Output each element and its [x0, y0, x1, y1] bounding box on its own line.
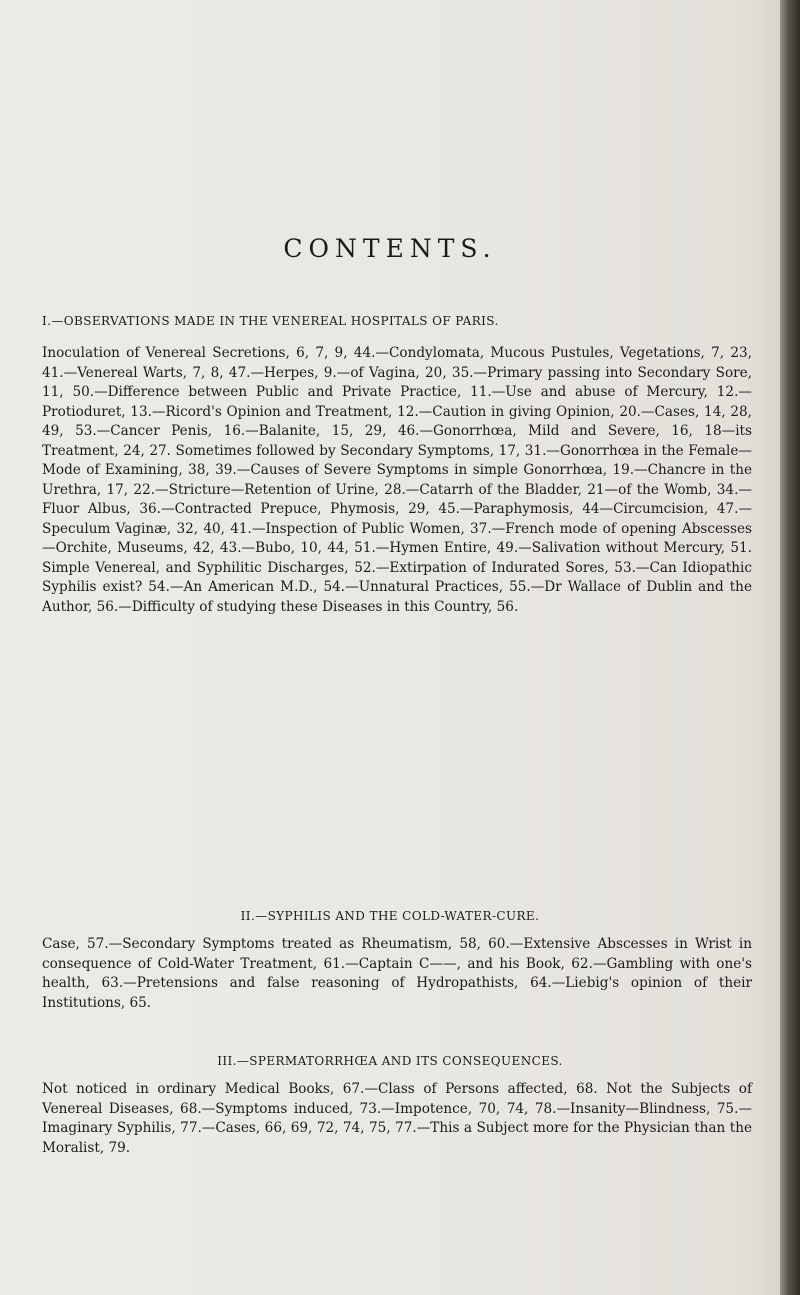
page-title: CONTENTS. [283, 234, 497, 263]
book-binding-edge [780, 0, 800, 1295]
section-2-heading: II.—SYPHILIS AND THE COLD-WATER-CURE. [240, 909, 540, 923]
section-2-body: Case, 57.—Secondary Symptoms treated as Rheumatism, 58, 60.—Extensive Abscesses in Wrist in consequence of Cold-Water Treatment, 61.—Captain C——, and his Book, 62.—Gambling with one's health, 63.—Pretensions and false reasoning of Hydropathists, 64.—Liebig's opinion of their Institutions, 65. [42, 936, 752, 1011]
section-3-heading: III.—SPERMATORRHŒA AND ITS CONSEQUENCES. [217, 1054, 563, 1068]
section-3-body: Not noticed in ordinary Medical Books, 67.—Class of Persons affected, 68. Not the Subjects of Venereal Diseases, 68.—Symptoms induced, 73.—Impotence, 70, 74, 78.—Insanity—Blindness, 75.—Imaginary Syphilis, 77.—Cases, 66, 69, 72, 74, 75, 77.—This a Subject more for the Physician than the Moralist, 79. [42, 1081, 752, 1156]
section-1-heading: I.—OBSERVATIONS MADE IN THE VENEREAL HOSPITALS OF PARIS. [42, 314, 499, 328]
section-1-body: Inoculation of Venereal Secretions, 6, 7, 9, 44.—Condylomata, Mucous Pustules, Vegetations, 7, 23, 41.—Venereal Warts, 7, 8, 47.—Herpes, 9.—of Vagina, 20, 35.—Primary passing into Secondary Sore, 11, 50.—Difference between Public and Private Practice, 11.—Use and abuse of Mercury, 12.—Protioduret, 13.—Ricord's Opinion and Treatment, 12.—Caution in giving Opinion, 20.—Cases, 14, 28, 49, 53.—Cancer Penis, 16.—Balanite, 15, 29, 46.—Gonorrhœa, Mild and Severe, 16, 18—its Treatment, 24, 27. Sometimes followed by Secondary Symptoms, 17, 31.—Gonorrhœa in the Female—Mode of Examining, 38, 39.—Causes of Severe Symptoms in simple Gonorrhœa, 19.—Chancre in the Urethra, 17, 22.—Stricture—Retention of Urine, 28.—Catarrh of the Bladder, 21—of the Womb, 34.—Fluor Albus, 36.—Contracted Prepuce, Phymosis, 29, 45.—Paraphymosis, 44—Circumcision, 47.—Speculum Vaginæ, 32, 40, 41.—Inspection of Public Women, 37.—French mode of opening Abscesses—Orchite, Museums, 42, 43.—Bubo, 10, 44, 51.—Hymen Entire, 49.—Salivation without Mercury, 51. Simple Venereal, and Syphilitic Discharges, 52.—Extirpation of Indurated Sores, 53.—Can Idiopathic Syphilis exist? 54.—An American M.D., 54.—Unnatural Practices, 55.—Dr Wallace of Dublin and the Author, 56.—Difficulty of studying these Diseases in this Country, 56. [42, 345, 752, 615]
